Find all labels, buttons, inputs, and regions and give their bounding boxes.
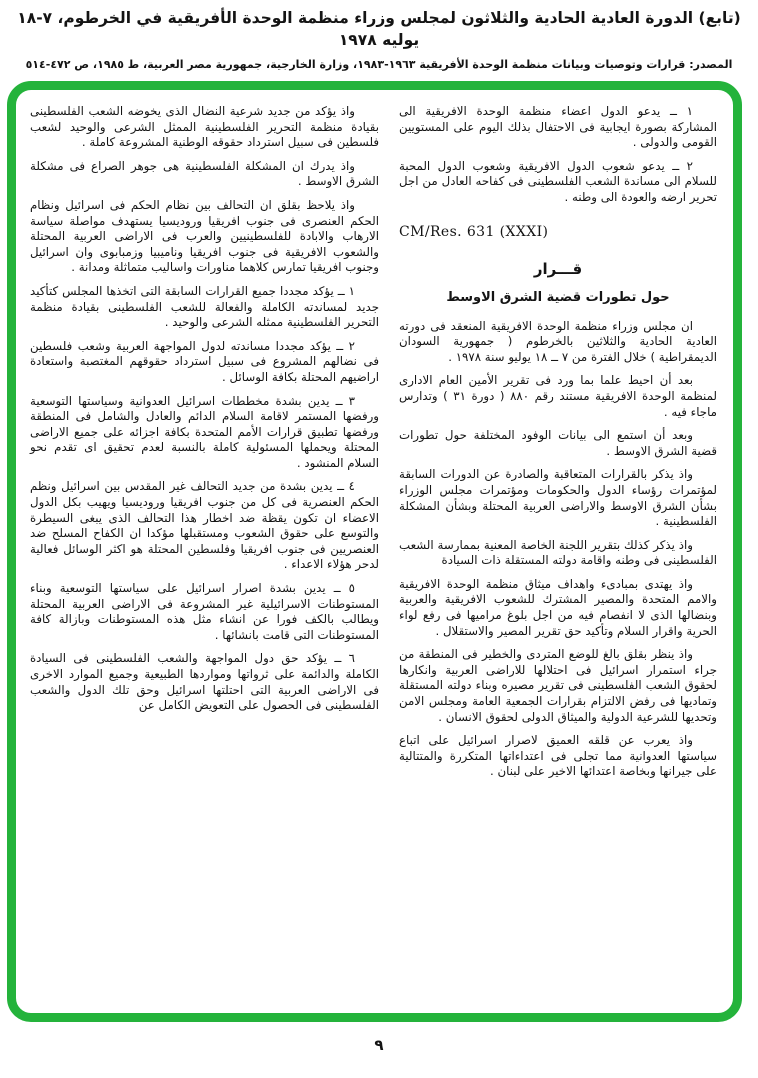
paragraph: ان مجلس وزراء منظمة الوحدة الافريقية المنعقد فى دورته العادية الحادية والثلاثين بالخرطوم ( جمهورية السودان الديمقراطية ) خلال الفترة من ٧ ــ ١٨ يوليو سنة ١٩٧٨ . [399,318,717,364]
paragraph: ١ ــ يؤكد مجددا جميع القرارات السابقة التى اتخذها المجلس كتأكيد جديد لمساندته الكاملة والفعالة للشعب الفلسطينى بقيادة منظمة التحرير الفلسطينية ممثله الشرعى والوحيد . [30,283,379,330]
session-title: (تابع) الدورة العادية الحادية والثلاثون لمجلس وزراء منظمة الوحدة الأفريقية في الخرطوم، ٧-١٨ يوليه ١٩٧٨ [17,9,741,49]
paragraph: ٦ ــ يؤكد حق دول المواجهة والشعب الفلسطينى فى السيادة الكاملة والدائمة على ثرواتها ومواردها الطبيعية وجميع الموارد الاخرى فى الاراضى العربية التى احتلتها اسرائيل وحق تلك الدول والشعب الفلسطينى فى الحصول على التعويض الكامل عن [30,651,379,713]
paragraph: ٣ ــ يدين بشدة مخططات اسرائيل العدوانية وسياستها التوسعية ورفضها المستمر لاقامة السلام الدائم والعادل والشامل فى المنطقة ورفضها تطبيق قرارات الأمم المتحدة بكافة اجزائه على جميع الاراضى المحتلة ويحملها المسئولية كاملة بالنسبة لعدم تحقيق اى تقدم نحو السلام المنشود . [30,393,379,470]
paragraph: ٥ ــ يدين بشدة اصرار اسرائيل على سياستها التوسعية وبناء المستوطنات الاسرائيلية غير المشروعة فى الاراضى العربية المحتلة ويطالب بالكف فورا عن انشاء مثل هذه المستوطنات وبازالة كافة المستوطنات التى قامت بانشائها . [30,581,379,642]
paragraph: ١ ــ يدعو الدول اعضاء منظمة الوحدة الافريقية الى المشاركة بصورة ايجابية فى الاحتفال بذلك اليوم على المستويين القومى والدولى . [399,104,717,150]
paragraph: ٤ ــ يدين بشدة من جديد التحالف غير المقدس بين اسرائيل ونظم الحكم العنصرية فى كل من جنوب افريقيا وروديسيا ويهيب بكل الدول الاعضاء ان تكون يقظة ضد اخطار هذا التحالف الذى يبغى السيطرة والتوسع على حقوق الشعوب ومستقبلها مؤكدا ان الكفاح المسلح ضد العنصريين فى جنوب افريقيا وفلسطين المحتلة هو اكثر الوسائل فعالية لدحر هؤلاء الاعداء . [30,479,379,572]
resolution-reference: CM/Res. 631 (XXXI) [399,223,549,240]
paragraph: واذ ينظر بقلق بالغ للوضع المتردى والخطير فى المنطقة من جراء استمرار اسرائيل فى احتلالها للاراضى العربية وانكارها لحقوق الشعب الفلسطينى فى تقرير مصيره وبناء دولته المستقلة وتماديها فى رفض الالتزام بقرارات الجمعية العامة ومجلس الامن وتحديها للشرعية الدولية والميثاق الدولى لحقوق الانسان . [399,647,717,724]
two-column-text [16,90,733,1013]
paragraph: واذ يذكر كذلك بتقرير اللجنة الخاصة المعنية بممارسة الشعب الفلسطينى فى وطنه واقامة دولته المستقلة ذات السيادة [399,537,717,568]
paragraph: واذ يؤكد من جديد شرعية النضال الذى يخوضه الشعب الفلسطينى بقيادة منظمة التحرير الفلسطينية الممثل الشرعى والوحيد لشعب فلسطين فى سبيل استرداد حقوقه الوطنية المشروعة كاملة . [30,104,379,150]
resolution-title: قـــرار [533,259,583,278]
page-number: ٩ [374,1036,384,1054]
column-left [30,104,379,1013]
document-frame [7,81,742,1022]
source-line: المصدر: قرارات وتوصيات وبيانات منظمة الوحدة الأفريقية ١٩٦٣-١٩٨٣، وزارة الخارجية، جمهورية مصر العربية، ط ١٩٨٥، ص ٤٧٢-٥١٤ [25,58,733,72]
paragraph: ٢ ــ يؤكد مجددا مساندته لدول المواجهة العربية وشعب فلسطين فى نضالهم المشروع فى سبيل استرداد حقوقهم المغتصبة واستعادة اراضيهم المحتلة بكافة الوسائل . [30,338,379,384]
paragraph: واذ يلاحظ بقلق ان التحالف بين نظام الحكم فى اسرائيل ونظام الحكم العنصرى فى جنوب افريقيا وروديسيا يستهدف مواصلة سياسة الارهاب والابادة للفلسطينيين والعرب فى الاراضى العربية المحتلة والشعوب الافريقية فى جنوب افريقيا وناميبيا وزمبابوى وان اسرائيل وجنوب افريقيا تمارس كلاهما مناورات واساليب متماثلة ومدانة . [30,197,379,275]
paragraph: واذ يهتدى بمبادىء واهداف ميثاق منظمة الوحدة الافريقية والامم المتحدة والمصير المشترك للشعوب الافريقية والعربية وبنضالها الذى لا انفصام فيه من اجل بلوغ مراميها فى رفع لواء الحرية واقرار السلام وتأكيد حق تقرير المصير والاستقلال . [399,576,717,638]
paragraph: واذ يعرب عن قلقه العميق لاصرار اسرائيل على اتباع سياستها العدوانية مما تجلى فى اعتداءاتها المتكررة والمتتالية على جيرانها وبخاصة اعتدائها الاخير على لبنان . [399,733,717,779]
paragraph: واذ يدرك ان المشكلة الفلسطينية هى جوهر الصراع فى مشكلة الشرق الاوسط . [30,158,379,189]
column-right [399,104,717,1013]
resolution-subtitle: حول تطورات قضية الشرق الاوسط [446,289,670,305]
paragraph: بعد أن احيط علما بما ورد فى تقرير الأمين العام الادارى لمنظمة الوحدة الافريقية مستند رقم ٨٨٠ ( دورة ٣١ ) وتدارس ماجاء فيه . [399,373,717,419]
paragraph: ٢ ــ يدعو شعوب الدول الافريقية وشعوب الدول المحبة للسلام الى مساندة الشعب الفلسطينى فى كفاحه العادل من اجل تحرير ارضه والعودة الى وطنه . [399,158,717,204]
page-header [0,0,758,73]
paragraph: وبعد أن استمع الى بيانات الوفود المختلفة حول تطورات قضية الشرق الاوسط . [399,428,717,458]
paragraph: واذ يذكر بالقرارات المتعاقبة والصادرة عن الدورات السابقة لمؤتمرات رؤساء الدول والحكومات ومؤتمرات مجلس الوزراء بشأن الشرق الاوسط والاراضى العربية المحتلة وبشأن المشكلة الفلسطينية . [399,467,717,529]
